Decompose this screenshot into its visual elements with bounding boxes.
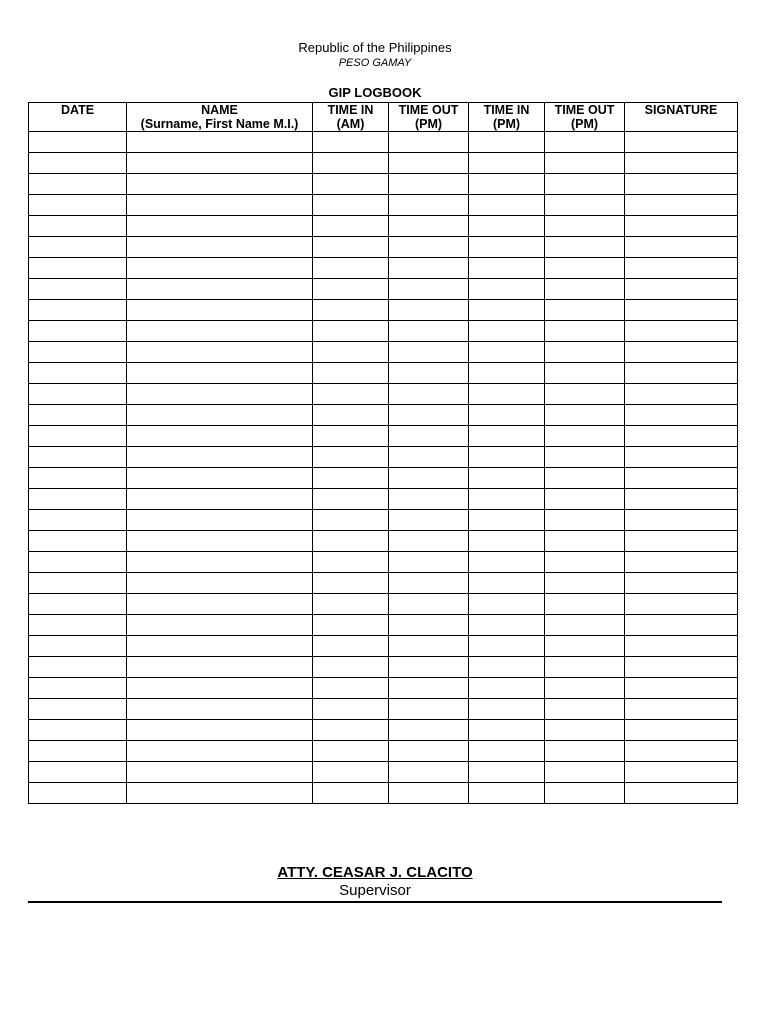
table-row: [29, 615, 738, 636]
table-row: [29, 447, 738, 468]
table-cell: [625, 216, 738, 237]
table-cell: [29, 510, 127, 531]
table-cell: [29, 699, 127, 720]
table-cell: [29, 783, 127, 804]
table-cell: [313, 279, 389, 300]
table-cell: [313, 636, 389, 657]
table-cell: [625, 237, 738, 258]
table-row: [29, 594, 738, 615]
table-cell: [625, 195, 738, 216]
table-row: [29, 300, 738, 321]
table-cell: [313, 195, 389, 216]
table-cell: [313, 594, 389, 615]
table-cell: [545, 384, 625, 405]
table-cell: [625, 321, 738, 342]
column-header-date: [29, 103, 127, 132]
table-cell: [29, 741, 127, 762]
table-cell: [625, 783, 738, 804]
table-cell: [469, 405, 545, 426]
table-cell: [29, 678, 127, 699]
table-cell: [313, 384, 389, 405]
table-cell: [127, 153, 313, 174]
table-cell: [625, 363, 738, 384]
table-cell: [389, 237, 469, 258]
table-cell: [545, 741, 625, 762]
table-cell: [625, 510, 738, 531]
table-cell: [389, 342, 469, 363]
table-row: [29, 489, 738, 510]
table-cell: [29, 720, 127, 741]
table-cell: [29, 531, 127, 552]
table-cell: [389, 552, 469, 573]
table-cell: [127, 531, 313, 552]
table-cell: [313, 216, 389, 237]
table-cell: [127, 741, 313, 762]
table-cell: [313, 132, 389, 153]
table-cell: [127, 195, 313, 216]
table-cell: [29, 636, 127, 657]
column-header-line1: SIGNATURE: [644, 103, 718, 117]
table-row: [29, 531, 738, 552]
table-cell: [625, 153, 738, 174]
table-cell: [29, 216, 127, 237]
table-cell: [313, 762, 389, 783]
column-header-line2: (Surname, First Name M.I.): [140, 117, 299, 131]
table-cell: [469, 594, 545, 615]
table-cell: [389, 720, 469, 741]
table-cell: [545, 447, 625, 468]
table-row: [29, 573, 738, 594]
table-cell: [127, 657, 313, 678]
table-cell: [29, 258, 127, 279]
column-header-line1: NAME: [201, 103, 238, 117]
table-row: [29, 216, 738, 237]
table-cell: [545, 615, 625, 636]
table-cell: [545, 300, 625, 321]
table-row: [29, 258, 738, 279]
table-cell: [313, 510, 389, 531]
table-cell: [313, 174, 389, 195]
table-cell: [469, 174, 545, 195]
table-cell: [545, 531, 625, 552]
table-cell: [389, 363, 469, 384]
table-cell: [313, 363, 389, 384]
column-header-line2: (PM): [414, 117, 443, 131]
table-cell: [127, 363, 313, 384]
table-cell: [313, 237, 389, 258]
table-row: [29, 342, 738, 363]
table-cell: [469, 237, 545, 258]
column-header-signature: [625, 103, 738, 132]
table-cell: [545, 405, 625, 426]
table-cell: [389, 699, 469, 720]
logbook-body: [29, 132, 738, 804]
table-cell: [29, 405, 127, 426]
table-row: [29, 510, 738, 531]
header-office-line: PESO GAMAY: [338, 57, 412, 69]
table-cell: [625, 132, 738, 153]
supervisor-name: ATTY. CEASAR J. CLACITO: [277, 864, 473, 881]
table-cell: [469, 510, 545, 531]
table-cell: [545, 237, 625, 258]
table-cell: [29, 615, 127, 636]
logbook-table: [28, 102, 738, 804]
table-row: [29, 174, 738, 195]
table-cell: [469, 783, 545, 804]
table-cell: [469, 300, 545, 321]
table-cell: [625, 678, 738, 699]
table-cell: [313, 531, 389, 552]
table-cell: [469, 195, 545, 216]
column-header-time-in-am: [313, 103, 389, 132]
table-cell: [127, 762, 313, 783]
table-row: [29, 321, 738, 342]
table-cell: [389, 741, 469, 762]
table-cell: [469, 573, 545, 594]
table-cell: [313, 741, 389, 762]
table-cell: [625, 594, 738, 615]
table-cell: [313, 615, 389, 636]
column-header-name: [127, 103, 313, 132]
table-cell: [127, 300, 313, 321]
table-cell: [389, 174, 469, 195]
table-row: [29, 279, 738, 300]
table-cell: [469, 426, 545, 447]
table-cell: [545, 153, 625, 174]
table-cell: [625, 762, 738, 783]
table-cell: [625, 426, 738, 447]
table-cell: [389, 153, 469, 174]
table-cell: [29, 300, 127, 321]
table-cell: [469, 342, 545, 363]
table-cell: [469, 657, 545, 678]
table-cell: [545, 195, 625, 216]
table-cell: [29, 153, 127, 174]
table-cell: [127, 216, 313, 237]
table-cell: [625, 552, 738, 573]
table-cell: [127, 174, 313, 195]
table-cell: [469, 531, 545, 552]
table-cell: [127, 489, 313, 510]
table-cell: [545, 174, 625, 195]
table-cell: [127, 426, 313, 447]
table-row: [29, 552, 738, 573]
table-cell: [313, 552, 389, 573]
table-cell: [127, 258, 313, 279]
logbook-title: GIP LOGBOOK: [328, 85, 422, 100]
table-cell: [313, 489, 389, 510]
table-cell: [469, 720, 545, 741]
table-cell: [29, 573, 127, 594]
table-row: [29, 678, 738, 699]
table-cell: [127, 447, 313, 468]
table-row: [29, 720, 738, 741]
table-row: [29, 783, 738, 804]
table-cell: [545, 468, 625, 489]
table-cell: [313, 657, 389, 678]
table-row: [29, 153, 738, 174]
table-cell: [313, 720, 389, 741]
table-cell: [389, 489, 469, 510]
table-cell: [469, 699, 545, 720]
table-cell: [29, 552, 127, 573]
table-cell: [469, 636, 545, 657]
table-cell: [625, 489, 738, 510]
table-row: [29, 426, 738, 447]
table-cell: [625, 300, 738, 321]
table-cell: [625, 468, 738, 489]
table-cell: [545, 489, 625, 510]
table-cell: [389, 615, 469, 636]
table-cell: [625, 405, 738, 426]
table-cell: [127, 237, 313, 258]
table-cell: [127, 510, 313, 531]
table-cell: [545, 699, 625, 720]
table-cell: [545, 573, 625, 594]
table-cell: [29, 489, 127, 510]
table-cell: [625, 741, 738, 762]
supervisor-title: Supervisor: [339, 882, 411, 899]
table-cell: [389, 132, 469, 153]
table-cell: [469, 363, 545, 384]
table-cell: [29, 657, 127, 678]
table-cell: [313, 468, 389, 489]
table-cell: [389, 468, 469, 489]
table-cell: [389, 510, 469, 531]
table-cell: [389, 783, 469, 804]
table-cell: [127, 132, 313, 153]
table-cell: [389, 195, 469, 216]
column-header-line1: TIME IN: [327, 103, 374, 117]
table-cell: [313, 783, 389, 804]
table-cell: [469, 552, 545, 573]
table-cell: [625, 279, 738, 300]
table-cell: [469, 384, 545, 405]
table-cell: [625, 699, 738, 720]
table-cell: [389, 531, 469, 552]
table-cell: [127, 279, 313, 300]
table-cell: [625, 531, 738, 552]
table-row: [29, 699, 738, 720]
table-row: [29, 195, 738, 216]
column-header-time-out-pm-1: [389, 103, 469, 132]
table-cell: [389, 678, 469, 699]
table-cell: [29, 468, 127, 489]
table-cell: [313, 426, 389, 447]
table-cell: [545, 783, 625, 804]
table-cell: [545, 426, 625, 447]
table-cell: [469, 279, 545, 300]
table-cell: [469, 153, 545, 174]
table-cell: [545, 678, 625, 699]
table-cell: [313, 405, 389, 426]
table-cell: [389, 384, 469, 405]
table-cell: [313, 258, 389, 279]
table-cell: [625, 258, 738, 279]
table-row: [29, 636, 738, 657]
table-cell: [313, 153, 389, 174]
column-header-line1: TIME OUT: [554, 103, 615, 117]
table-cell: [127, 594, 313, 615]
table-cell: [469, 678, 545, 699]
table-cell: [545, 594, 625, 615]
table-cell: [29, 132, 127, 153]
table-cell: [545, 363, 625, 384]
table-row: [29, 657, 738, 678]
table-header-row: [29, 103, 738, 132]
table-cell: [625, 657, 738, 678]
column-header-time-in-pm: [469, 103, 545, 132]
table-row: [29, 237, 738, 258]
table-cell: [127, 636, 313, 657]
table-cell: [29, 342, 127, 363]
table-cell: [389, 321, 469, 342]
column-header-line2: (PM): [492, 117, 521, 131]
table-cell: [545, 258, 625, 279]
table-row: [29, 741, 738, 762]
table-row: [29, 132, 738, 153]
table-cell: [545, 132, 625, 153]
header-republic-line: Republic of the Philippines: [298, 40, 452, 55]
table-cell: [29, 762, 127, 783]
table-cell: [389, 258, 469, 279]
table-cell: [389, 426, 469, 447]
table-cell: [469, 132, 545, 153]
table-cell: [545, 279, 625, 300]
column-header-line1: DATE: [60, 103, 95, 117]
table-cell: [625, 573, 738, 594]
table-cell: [469, 258, 545, 279]
table-cell: [313, 678, 389, 699]
table-cell: [389, 636, 469, 657]
table-cell: [625, 384, 738, 405]
table-cell: [545, 762, 625, 783]
table-cell: [389, 279, 469, 300]
table-cell: [469, 741, 545, 762]
table-cell: [469, 489, 545, 510]
table-cell: [313, 699, 389, 720]
table-cell: [127, 573, 313, 594]
table-cell: [29, 321, 127, 342]
table-cell: [127, 405, 313, 426]
table-row: [29, 468, 738, 489]
table-cell: [313, 447, 389, 468]
table-cell: [29, 384, 127, 405]
table-cell: [625, 636, 738, 657]
table-cell: [29, 279, 127, 300]
table-cell: [545, 657, 625, 678]
table-cell: [127, 615, 313, 636]
column-header-line1: TIME IN: [483, 103, 530, 117]
table-cell: [389, 762, 469, 783]
table-cell: [127, 720, 313, 741]
table-cell: [313, 573, 389, 594]
table-cell: [545, 510, 625, 531]
table-cell: [389, 594, 469, 615]
table-cell: [313, 321, 389, 342]
column-header-line2: (AM): [336, 117, 365, 131]
table-cell: [469, 615, 545, 636]
table-cell: [29, 174, 127, 195]
table-cell: [545, 321, 625, 342]
table-cell: [469, 216, 545, 237]
column-header-line1: TIME OUT: [398, 103, 459, 117]
table-cell: [389, 573, 469, 594]
table-cell: [313, 300, 389, 321]
table-row: [29, 405, 738, 426]
table-cell: [127, 699, 313, 720]
table-cell: [389, 216, 469, 237]
table-cell: [29, 237, 127, 258]
table-cell: [389, 447, 469, 468]
table-cell: [625, 615, 738, 636]
table-row: [29, 384, 738, 405]
table-cell: [389, 300, 469, 321]
table-cell: [127, 384, 313, 405]
column-header-line2: (PM): [570, 117, 599, 131]
table-cell: [545, 552, 625, 573]
table-cell: [469, 762, 545, 783]
table-cell: [469, 321, 545, 342]
table-cell: [469, 468, 545, 489]
table-row: [29, 363, 738, 384]
table-cell: [29, 363, 127, 384]
table-cell: [127, 678, 313, 699]
table-cell: [127, 783, 313, 804]
signature-line: [28, 901, 722, 903]
table-cell: [127, 552, 313, 573]
table-cell: [545, 720, 625, 741]
table-cell: [127, 321, 313, 342]
table-cell: [625, 174, 738, 195]
table-cell: [389, 657, 469, 678]
table-cell: [389, 405, 469, 426]
table-cell: [29, 195, 127, 216]
table-cell: [127, 468, 313, 489]
table-cell: [545, 216, 625, 237]
table-cell: [625, 342, 738, 363]
column-header-time-out-pm-2: [545, 103, 625, 132]
table-cell: [29, 426, 127, 447]
table-cell: [625, 447, 738, 468]
table-cell: [29, 594, 127, 615]
table-cell: [29, 447, 127, 468]
table-cell: [545, 342, 625, 363]
table-cell: [313, 342, 389, 363]
table-cell: [469, 447, 545, 468]
table-cell: [127, 342, 313, 363]
table-cell: [545, 636, 625, 657]
table-row: [29, 762, 738, 783]
table-cell: [625, 720, 738, 741]
